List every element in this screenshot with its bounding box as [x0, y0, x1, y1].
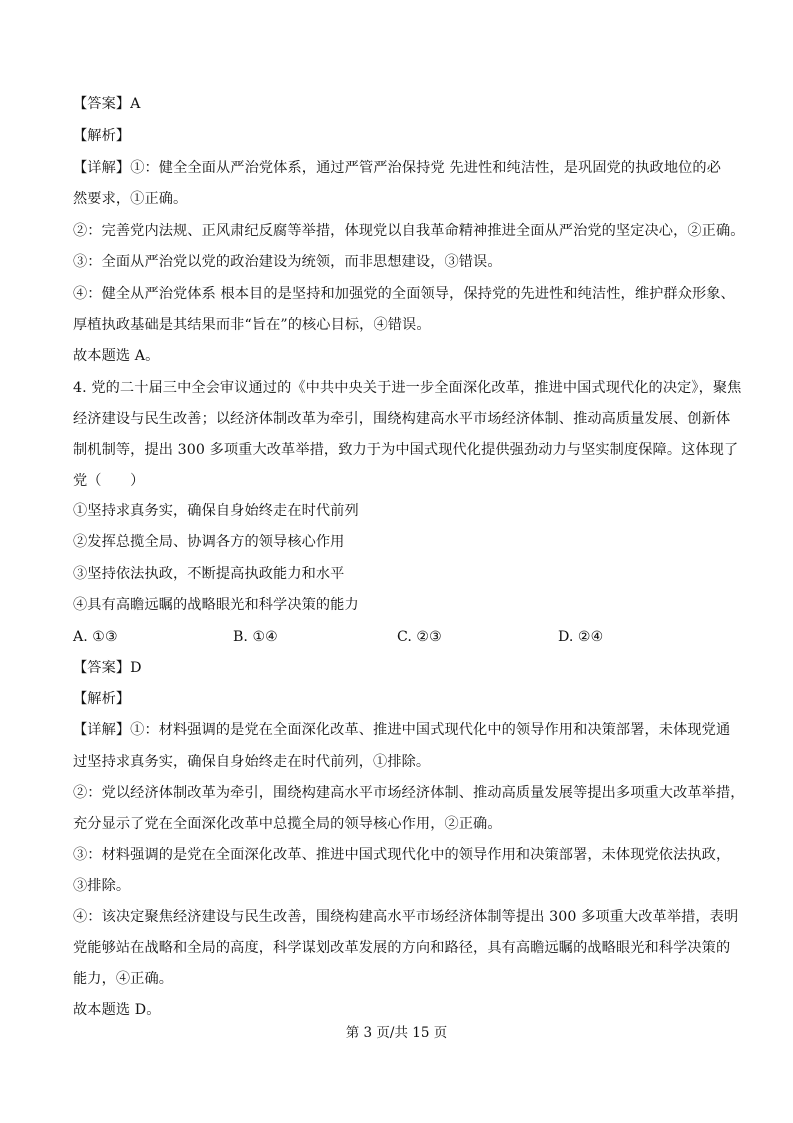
statement-item-4: ④具有高瞻远瞩的战略眼光和科学决策的能力 — [73, 597, 359, 613]
detail-2-paragraph-1-line-1 — [73, 720, 731, 740]
detail-paragraph-4-line-2: 厚植执政基础是其结果而非“旨在”的核心目标，④错误。 — [73, 317, 431, 333]
conclusion-1: 故本题选 A。 — [73, 348, 160, 364]
option-d: D. ②④ — [558, 629, 604, 645]
option-c: C. ②③ — [397, 629, 442, 645]
statement-item-1: ①坚持求真务实，确保自身始终走在时代前列 — [73, 503, 359, 519]
analysis-tag: 【解析】 — [73, 128, 131, 144]
detail-tag: 【详解】 — [73, 722, 131, 738]
question-4-stem-line-4: 党（ ） — [73, 473, 145, 489]
conclusion-2: 故本题选 D。 — [73, 1002, 161, 1018]
detail-2-paragraph-3-line-1: ③：材料强调的是党在全面深化改革、推进中国式现代化中的领导作用和决策部署，未体现党依法执政， — [73, 847, 731, 863]
question-4-stem-line-3: 制机制等，提出 300 多项重大改革举措，致力于为中国式现代化提供强劲动力与坚实制度保障。这体现了 — [73, 442, 739, 458]
option-a: A. ①③ — [73, 629, 118, 645]
option-b: B. ①④ — [233, 629, 278, 645]
detail-2-paragraph-2-line-2: 充分显示了党在全面深化改革中总揽全局的领导核心作用，②正确。 — [73, 816, 502, 832]
detail-2-paragraph-4-line-1: ④：该决定聚焦经济建设与民生改善，围绕构建高水平市场经济体制等提出 300 多项重大改革举措，表明 — [73, 909, 739, 925]
statement-item-2: ②发挥总揽全局、协调各方的领导核心作用 — [73, 534, 345, 550]
detail-2-paragraph-4-line-3: 能力，④正确。 — [73, 971, 174, 987]
answer-value: D — [130, 660, 142, 676]
question-4-stem-line-1: 4. 党的二十届三中全会审议通过的《中共中央关于进一步全面深化改革，推进中国式现代化的决定》，聚焦 — [73, 380, 742, 396]
question-4-stem-line-2: 经济建设与民生改善；以经济体制改革为牵引，围绕构建高水平市场经济体制、推动高质量发展、创新体 — [73, 411, 731, 427]
page-number: 第 3 页/共 15 页 — [345, 1025, 448, 1041]
detail-paragraph-4-line-1: ④：健全从严治党体系 根本目的是坚持和加强党的全面领导，保持党的先进性和纯洁性，维护群众形象、 — [73, 286, 735, 302]
detail-text: ①：材料强调的是党在全面深化改革、推进中国式现代化中的领导作用和决策部署，未体现党通 — [130, 722, 731, 738]
detail-2-paragraph-1-line-2: 过坚持求真务实，确保自身始终走在时代前列，①排除。 — [73, 754, 431, 770]
answer-tag: 【答案】 — [73, 660, 131, 676]
analysis-tag: 【解析】 — [73, 691, 131, 707]
detail-2-paragraph-3-line-2: ③排除。 — [73, 878, 131, 894]
answer-tag: 【答案】 — [73, 96, 131, 112]
answer-value: A — [130, 96, 141, 112]
detail-paragraph-3: ③：全面从严治党以党的政治建设为统领，而非思想建设，③错误。 — [73, 254, 502, 270]
statement-item-3: ③坚持依法执政，不断提高执政能力和水平 — [73, 566, 345, 582]
detail-paragraph-1-line-1 — [73, 158, 721, 178]
detail-paragraph-1-line-2: 然要求，①正确。 — [73, 191, 188, 207]
detail-tag: 【详解】 — [73, 160, 131, 176]
detail-2-paragraph-4-line-2: 党能够站在战略和全局的高度，科学谋划改革发展的方向和路径，具有高瞻远瞩的战略眼光和科学决策的 — [73, 940, 731, 956]
answer-line-1 — [73, 94, 141, 114]
answer-line-2 — [73, 658, 142, 678]
detail-2-paragraph-2-line-1: ②：党以经济体制改革为牵引，围绕构建高水平市场经济体制、推动高质量发展等提出多项重大改革举措， — [73, 785, 745, 801]
detail-paragraph-2: ②：完善党内法规、正风肃纪反腐等举措，体现党以自我革命精神推进全面从严治党的坚定决心，②正确。 — [73, 223, 745, 239]
detail-text: ①：健全全面从严治党体系，通过严管严治保持党 先进性和纯洁性，是巩固党的执政地位的必 — [130, 160, 722, 176]
